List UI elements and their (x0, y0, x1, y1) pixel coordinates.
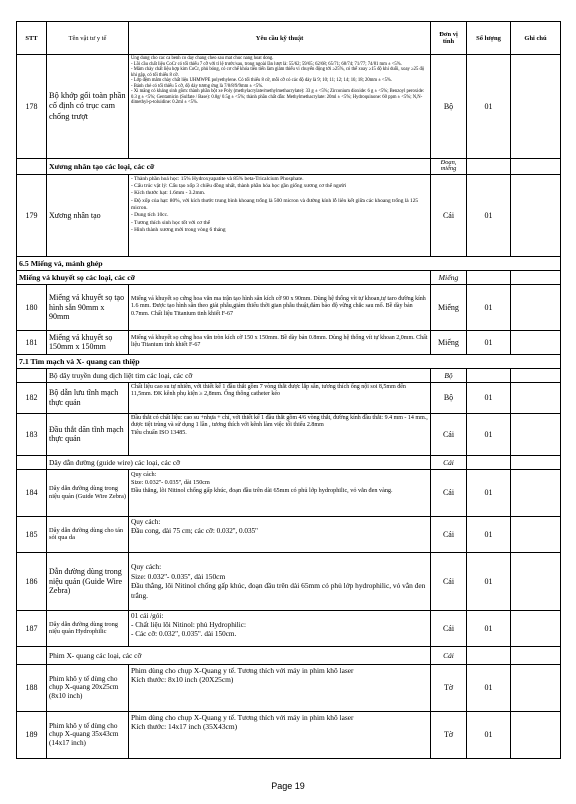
row-unit: Cái (431, 552, 467, 610)
row-name: Dây dẫn đường dùng trong niệu quản (Guide Wire Zebra) (47, 469, 129, 516)
row-quantity: 01 (467, 413, 511, 455)
section-row (17, 455, 561, 469)
row-stt: 178 (17, 55, 47, 159)
section-row (17, 368, 561, 382)
section-row (17, 646, 561, 664)
table-row (17, 610, 561, 646)
header-name: Tên vật tư y tế (47, 22, 129, 55)
table-row (17, 664, 561, 711)
header-note: Ghi chú (511, 22, 561, 55)
row-unit: Miếng (431, 330, 467, 354)
table-row (17, 413, 561, 455)
section-title: 7.1 Tim mạch và X- quang can thiệp (17, 354, 561, 368)
row-requirements: Miếng vá khuyết sọ cứng hoa văn tròn kích cỡ 150 x 150mm. Bề dày bản 0.8mm. Dùng hệ thống vít tự khoan 2,0mm. Chất liệu Titanium tinh khiết F-67 (129, 330, 431, 354)
row-stt: 180 (17, 284, 47, 330)
row-note (511, 610, 561, 646)
section-title: 6.5 Miếng vá, mảnh ghép (17, 256, 561, 270)
row-unit: Miếng (431, 284, 467, 330)
req-line: - Xi măng có kháng sinh gồm: thành phần bột xe Poly (methylacrylate/methylmethacrylate): 33 g ± <5%; Zirconium dioxide: 6 g ± <5%; Benzoyl peroxide: 0.3 g ± <5%; Gentamicin (Sulfate / Base): 0.8g/ 0.5g ± <5%; thành phần chất dẫn: Methylmethacrylate: 20ml ± <5%; Hydroquinone: 60 ppm ± <5%; N,N-dimethyl-p-toluidine: 0.2ml ± <5%. (131, 89, 425, 106)
section-row (17, 270, 561, 284)
req-line: - Lớp đệm mâm chày chất liệu UHMWPE polyethylene. Có tối thiểu 8 cỡ, mỗi cỡ có các độ dày là 9; 10; 11; 12; 14; 16; 18; 20mm ± <5%. (131, 78, 392, 84)
row-stt: 184 (17, 469, 47, 516)
row-note (511, 330, 561, 354)
page-number: Page 19 (271, 781, 305, 791)
req-line: - Độ xốp của hạt: 80%, với kích thước trung bình khoang trống là 500 micron và đường kính lỗ liên kết giữa các khoang trống là 125 micron. (131, 197, 419, 211)
supply-table (16, 21, 561, 759)
row-requirements (129, 174, 431, 256)
row-name: Đầu thắt dãn tĩnh mạch thực quản (47, 413, 129, 455)
row-stt: 179 (17, 174, 47, 256)
table-row (17, 174, 561, 256)
req-line: - Cấu trúc vật lý: Cấu tạo xốp 3 chiều đồng nhất, thành phần hóa học gần giống xương cơ thể người (131, 183, 347, 190)
req-line: - Mâm chày chất liệu hợp kim CoCr, phủ bóng, có cơ chế khóa tiên tiến làm giảm thiểu vi chuyển động tới ≥25%, có thể xoay ≥15 độ khi duỗi, xoay ≥25 độ khi gập, có tối thiểu 8 cỡ. (131, 67, 425, 78)
row-note (511, 382, 561, 413)
row-name: Dây dẫn đường dùng trong niệu quản Hydrophilic (47, 610, 129, 646)
header-quantity: Số lượng (467, 22, 511, 55)
section-title: Bộ dây truyền dung dịch liệt tim các loại, các cỡ (47, 368, 431, 382)
row-quantity: 01 (467, 284, 511, 330)
row-quantity: 01 (467, 469, 511, 516)
header-unit: Đơn vị tính (431, 22, 467, 55)
header-requirements: Yêu cầu kỹ thuật (129, 22, 431, 55)
section-unit: Miếng (431, 270, 467, 284)
row-unit: Tờ (431, 664, 467, 711)
req-line: - Lồi cầu chất liệu CoCr có tối thiểu 7 cỡ với tỉ lệ trước/sau, trong ngoài lần lượt là: 55/62; 59/65; 62/68; 65/71; 68/74; 71/77; 74/81 mm ± <5%. (131, 61, 402, 67)
row-requirements: Miếng vá khuyết sọ cứng hoa văn ma trận tạo hình sẵn kích cỡ 90 x 90mm. Dùng hệ thống vít tự khoan,tự taro đường kính 1.6 mm. Được tạo hình sẵn theo giải phẫu,giảm thiểu thời gian phẫu thuật,đảm bảo độ vững chắc sau mổ. Bề dày bản 0.7mm. Chất liệu Titanium tinh khiết F-67 (129, 284, 431, 330)
req-line: - Tương thích sinh học tốt với cơ thể (131, 219, 211, 226)
table-row (17, 284, 561, 330)
section-title: Phim X- quang các loại, các cỡ (47, 646, 431, 664)
row-name: Bộ khớp gối toàn phần cố định có trục cam chống trượt (47, 55, 129, 159)
row-name: Xương nhân tạo (47, 174, 129, 256)
section-unit: Đoạn, miếng (431, 159, 467, 175)
row-note (511, 174, 561, 256)
row-note (511, 55, 561, 159)
row-name: Miếng vá khuyết sọ tạo hình sẵn 90mm x 90mm (47, 284, 129, 330)
section-title: Miếng vá khuyết sọ các loại, các cỡ (17, 270, 431, 284)
header-stt: STT (17, 22, 47, 55)
section-title: Xương nhân tạo các loại, các cỡ (47, 159, 431, 175)
row-quantity: 01 (467, 174, 511, 256)
section-row (17, 256, 561, 270)
table-row (17, 330, 561, 354)
section-unit: Bộ (431, 368, 467, 382)
row-quantity: 01 (467, 55, 511, 159)
table-row (17, 469, 561, 516)
row-unit: Bộ (431, 55, 467, 159)
row-note (511, 711, 561, 758)
req-line: - Kích thước hạt: 1.6mm - 3.2mm. (131, 190, 206, 197)
row-stt: 188 (17, 664, 47, 711)
row-requirements (129, 55, 431, 159)
req-line: - Dung tích 10cc. (131, 212, 169, 219)
row-name: Miếng vá khuyết sọ 150mm x 150mm (47, 330, 129, 354)
section-unit: Cái (431, 455, 467, 469)
row-name: Dẫn đường dùng trong niệu quản (Guide Wire Zebra) (47, 552, 129, 610)
row-note (511, 552, 561, 610)
row-quantity: 01 (467, 382, 511, 413)
row-quantity: 01 (467, 552, 511, 610)
row-unit: Tờ (431, 711, 467, 758)
row-name: Phim khô y tế dùng cho chụp X-quang 20x25cm (8x10 inch) (47, 664, 129, 711)
table-row (17, 552, 561, 610)
row-unit: Bộ (431, 382, 467, 413)
row-quantity: 01 (467, 664, 511, 711)
row-unit: Cái (431, 174, 467, 256)
row-requirements: Quy cách: Đầu cong, dài 75 cm; các cỡ: 0.032'', 0.035'' (129, 516, 431, 552)
table-row (17, 382, 561, 413)
row-note (511, 469, 561, 516)
section-unit: Cái (431, 646, 467, 664)
row-requirements: Phim dùng cho chụp X-Quang y tế. Tương thích với máy in phim khô laser Kích thước: 14x17 inch (35X43cm) (129, 711, 431, 758)
row-requirements: Quy cách: Size: 0.032''- 0.035'', dài 150cm Đầu thẳng, lõi Nitinol chống gấp khúc, đoạn đầu trên dài 65mm có phủ lớp hydrophilic, vỏ vằn đen trắng. (129, 552, 431, 610)
row-name: Phim khô y tế dùng cho chụp X-quang 35x43cm (14x17 inch) (47, 711, 129, 758)
row-name: Dây dẫn đường dùng cho tán sỏi qua da (47, 516, 129, 552)
req-line: Ung dung cho cac ca benh co day chang cheo sau mat chuc nang hoat dong. (131, 56, 274, 61)
row-name: Bộ dẫn lưu tĩnh mạch thực quản (47, 382, 129, 413)
row-unit: Cái (431, 516, 467, 552)
row-stt: 185 (17, 516, 47, 552)
row-unit: Cái (431, 413, 467, 455)
row-requirements: 01 cái /gói: - Chất liệu lõi Nitinol: phủ Hydrophilic: - Các cỡ: 0.032", 0.035". dài 150cm. (129, 610, 431, 646)
section-row (17, 159, 561, 175)
row-quantity: 01 (467, 711, 511, 758)
row-stt: 189 (17, 711, 47, 758)
req-line: - Hình thành xương mới trong vòng 6 tháng (131, 226, 226, 233)
table-row (17, 516, 561, 552)
row-note (511, 664, 561, 711)
row-stt: 186 (17, 552, 47, 610)
row-quantity: 01 (467, 610, 511, 646)
row-stt: 183 (17, 413, 47, 455)
row-stt: 182 (17, 382, 47, 413)
row-requirements: Chất liệu cao su tự nhiên, với thiết kế 1 đầu thắt gồm 7 vòng thắt được lắp sẵn, tương thích ống nội soi 8,5mm đến 11,5mm. ĐK kênh phụ kiện ≥ 2,8mm. Ống thông catheter kéo (129, 382, 431, 413)
row-note (511, 284, 561, 330)
row-unit: Cái (431, 610, 467, 646)
req-line: - Thành phần hoá học: 15% Hydroxyapatite và 85% beta-Tricalcium Phosphate. (131, 175, 304, 182)
table-header (17, 22, 561, 55)
table-row (17, 55, 561, 159)
row-note (511, 413, 561, 455)
row-unit: Cái (431, 469, 467, 516)
section-row (17, 354, 561, 368)
table-row (17, 711, 561, 758)
row-stt: 181 (17, 330, 47, 354)
row-quantity: 01 (467, 516, 511, 552)
row-requirements: Đầu thắt có chất liệu: cao su +nhựa + chỉ, với thiết kế 1 đầu thắt gồm 4/6 vòng thắt, đường kính đầu thắt: 9.4 mm - 14 mm., được tiệt trùng và sử dụng 1 lần , tương thích với kênh làm việc tối thiểu 2.8mm Tiêu chuẩn ISO 13485. (129, 413, 431, 455)
row-requirements: Quy cách: Size: 0.032''- 0.035'', dài 150cm Đầu thẳng, lõi Nitinol chống gấp khúc, đoạn đầu trên dài 65mm có phủ lớp hydrophilic, vỏ vằn đen vàng. (129, 469, 431, 516)
row-stt: 187 (17, 610, 47, 646)
row-quantity: 01 (467, 330, 511, 354)
row-note (511, 516, 561, 552)
req-line: - Bánh chè có tối thiểu 5 cỡ, độ dày tương ứng là 7/8/8/9/9mm ± <5%. (131, 83, 264, 89)
row-requirements: Phim dùng cho chụp X-Quang y tế. Tương thích với máy in phim khô laser Kích thước: 8x10 inch (20X25cm) (129, 664, 431, 711)
section-title: Dây dẫn đường (guide wire) các loại, các cỡ (47, 455, 431, 469)
